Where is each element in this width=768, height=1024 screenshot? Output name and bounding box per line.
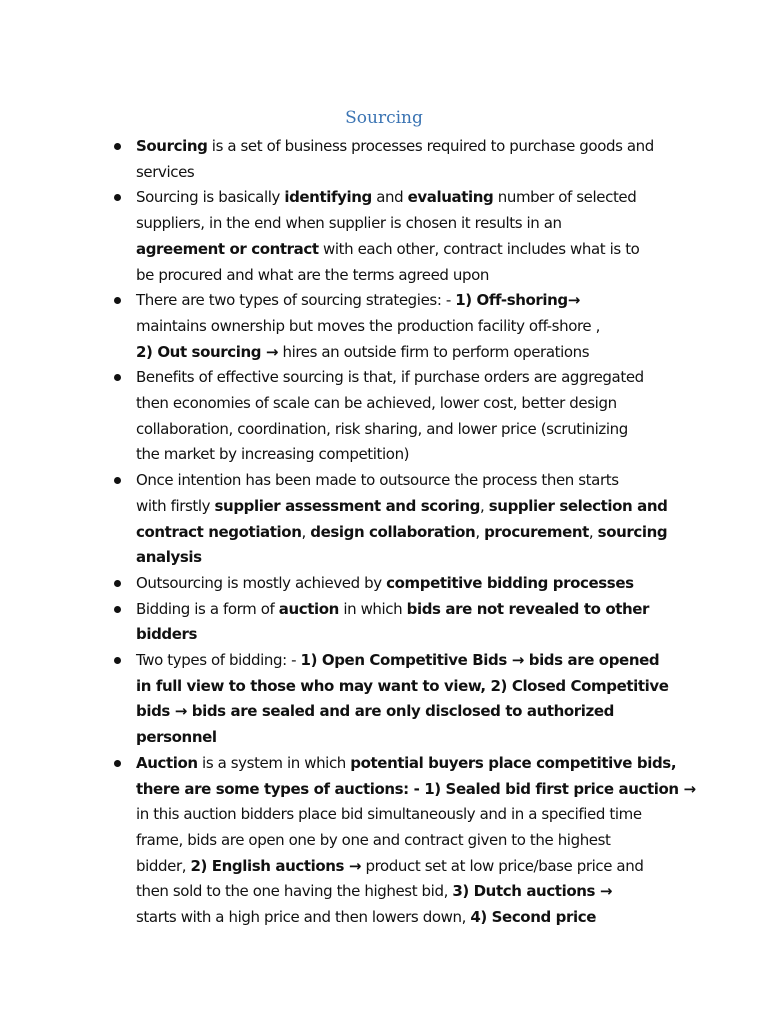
text-line [136,828,708,854]
text-run: , [480,496,489,515]
text-run: starts with a high price and then lowers down, [136,908,471,927]
text-run: Sourcing is basically [136,188,285,207]
text-run: with firstly [136,496,215,515]
bold-text: 2) Out sourcing [136,342,266,361]
bold-text: 2) English auctions → [190,856,362,875]
text-run: , [588,522,598,541]
bold-text: competitive bidding processes [386,573,634,592]
bold-text: personnel [136,728,217,747]
text-line [136,468,708,494]
bold-text: potential buyers place competitive bids, [350,753,677,772]
bold-text: Auction [136,753,198,772]
bullet-icon [114,194,121,201]
bold-text: bidders [136,625,198,644]
text-run: There are two types of sourcing strategies: - [136,291,456,310]
text-line [136,160,708,186]
text-run: collaboration, coordination, risk sharing, and lower price (scrutinizing [136,419,628,438]
bold-text: there are some types of auctions: - 1) Sealed bid first price auction → [136,779,696,798]
text-line [136,288,708,314]
text-run: frame, bids are open one by one and contract given to the highest [136,830,611,849]
text-run: with each other, contract includes what is to [318,239,640,258]
bold-text: analysis [136,548,202,567]
bold-text: 1) Off-shoring→ [455,291,580,310]
bold-text: identifying [284,188,372,207]
text-line [136,340,708,366]
text-line [136,185,708,211]
text-run: , [475,522,485,541]
bold-text: supplier selection and [488,496,668,515]
text-line [136,622,708,648]
text-run: Bidding is a form of [136,599,279,618]
bullet-list [0,134,768,931]
bullet-icon [114,580,121,587]
text-run: is a system in which [197,753,351,772]
text-line [136,648,708,674]
text-line [136,905,708,931]
text-line [136,597,708,623]
text-run: hires an outside firm to perform operations [278,342,590,361]
text-run: number of selected [493,188,637,207]
list-item [0,468,768,571]
bullet-icon [114,760,121,767]
bold-text: bids are not revealed to other [406,599,650,618]
text-line [136,802,708,828]
text-line [136,725,708,751]
text-run: Benefits of effective sourcing is that, if purchase orders are aggregated [136,368,644,387]
text-line [136,777,708,803]
bold-text: sourcing [597,522,668,541]
text-run: suppliers, in the end when supplier is chosen it results in an [136,214,562,233]
list-item [0,365,768,468]
bold-text: auction [278,599,339,618]
text-line [136,879,708,905]
text-run: is a set of business processes required to purchase goods and [207,137,654,155]
bold-text: 4) Second price [470,908,596,927]
text-line [136,699,708,725]
bold-text: in full view to those who may want to view, 2) Closed Competitive [136,676,669,695]
text-line [136,211,708,237]
bullet-icon [114,477,121,484]
text-run: then economies of scale can be achieved, lower cost, better design [136,394,617,413]
text-line [136,365,708,391]
bullet-icon [114,143,121,150]
text-line [136,494,708,520]
text-run: Two types of bidding: - [136,651,301,670]
text-line [136,674,708,700]
text-run: Outsourcing is mostly achieved by [136,573,387,592]
text-run: Once intention has been made to outsource the process then starts [136,471,619,490]
text-run: in this auction bidders place bid simultaneously and in a specified time [136,805,642,824]
bold-text: → [265,342,279,361]
list-item [0,134,768,185]
list-item [0,597,768,648]
bold-text: Sourcing [136,137,208,155]
text-run: maintains ownership but moves the production facility off-shore , [136,316,600,335]
text-line [136,854,708,880]
text-run: product set at low price/base price and [361,856,644,875]
text-run: and [371,188,408,207]
text-run: in which [338,599,407,618]
text-line [136,751,708,777]
text-run: then sold to the one having the highest bid, [136,882,453,901]
text-run: , [301,522,311,541]
bold-text: contract negotiation [136,522,302,541]
bold-text: design collaboration [310,522,476,541]
bullet-icon [114,297,121,304]
text-line [136,263,708,289]
text-line [136,545,708,571]
bold-text: supplier assessment and scoring [214,496,481,515]
text-line [136,134,708,160]
text-line [136,442,708,468]
bullet-icon [114,657,121,664]
bold-text: agreement or contract [136,239,319,258]
list-item [0,185,768,288]
text-line [136,391,708,417]
list-item [0,288,768,365]
text-line [136,314,708,340]
document-title: Sourcing [345,108,423,128]
bold-text: evaluating [407,188,494,207]
list-item [0,571,768,597]
text-run: services [136,162,195,181]
bullet-icon [114,606,121,613]
bold-text: 3) Dutch auctions → [452,882,613,901]
bold-text: procurement [484,522,589,541]
text-line [136,237,708,263]
list-item [0,751,768,931]
text-run: be procured and what are the terms agreed upon [136,265,489,284]
list-item [0,648,768,751]
bold-text: 1) Open Competitive Bids → bids are opened [300,651,660,670]
text-run: bidder, [136,856,191,875]
text-line [136,571,708,597]
text-run: the market by increasing competition) [136,445,410,464]
text-line [136,520,708,546]
text-line [136,417,708,443]
bullet-icon [114,374,121,381]
bold-text: bids → bids are sealed and are only disclosed to authorized [136,702,614,721]
